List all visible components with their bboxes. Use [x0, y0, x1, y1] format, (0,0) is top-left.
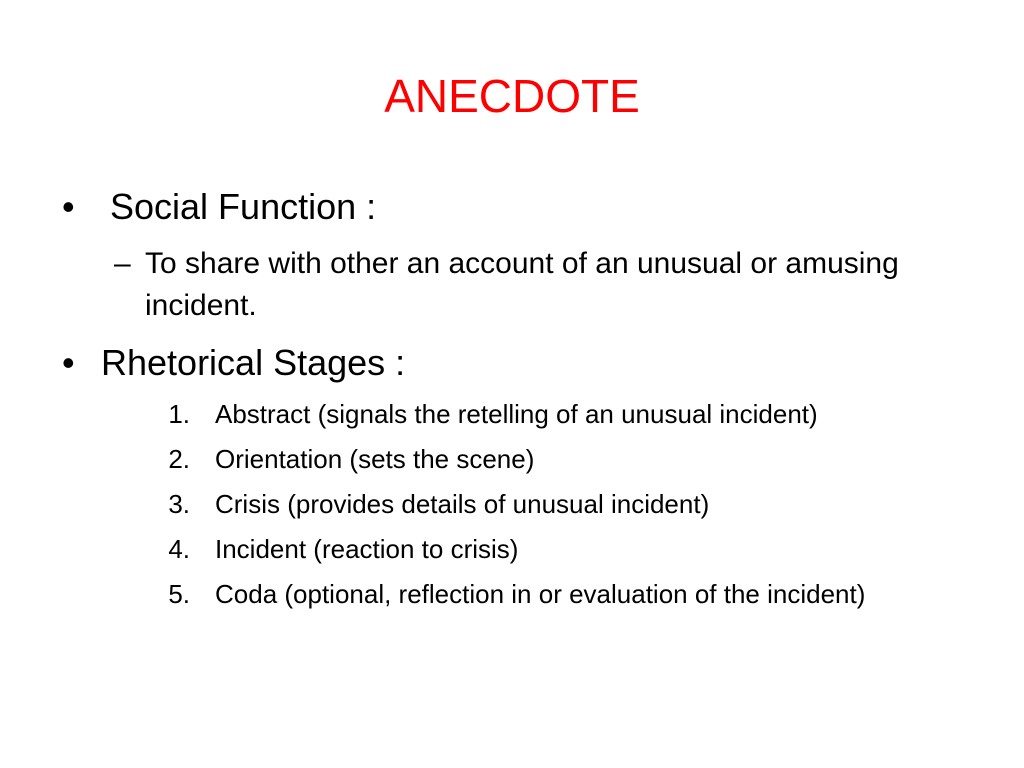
sub-bullet-marker: – [114, 247, 131, 280]
bullet-rhetorical-stages: Rhetorical Stages : [101, 342, 406, 383]
stage-number: 5. [168, 579, 190, 609]
stage-number: 1. [168, 399, 190, 429]
stage-text: Crisis (provides details of unusual incident) [215, 489, 710, 519]
bullet-social-function: Social Function : [110, 186, 377, 227]
slide-title: ANECDOTE [384, 70, 640, 122]
stage-number: 4. [168, 534, 190, 564]
stage-number: 3. [168, 489, 190, 519]
stage-text: Coda (optional, reflection in or evaluation of the incident) [215, 579, 866, 609]
stage-text: Incident (reaction to crisis) [215, 534, 519, 564]
bullet-marker: • [62, 342, 75, 383]
stage-number: 2. [168, 444, 190, 474]
bullet-marker: • [62, 186, 75, 227]
stage-text: Orientation (sets the scene) [215, 444, 535, 474]
sub-bullet-social-function: To share with other an account of an unusual or amusing incident. [145, 247, 899, 322]
stage-text: Abstract (signals the retelling of an unusual incident) [215, 399, 818, 429]
